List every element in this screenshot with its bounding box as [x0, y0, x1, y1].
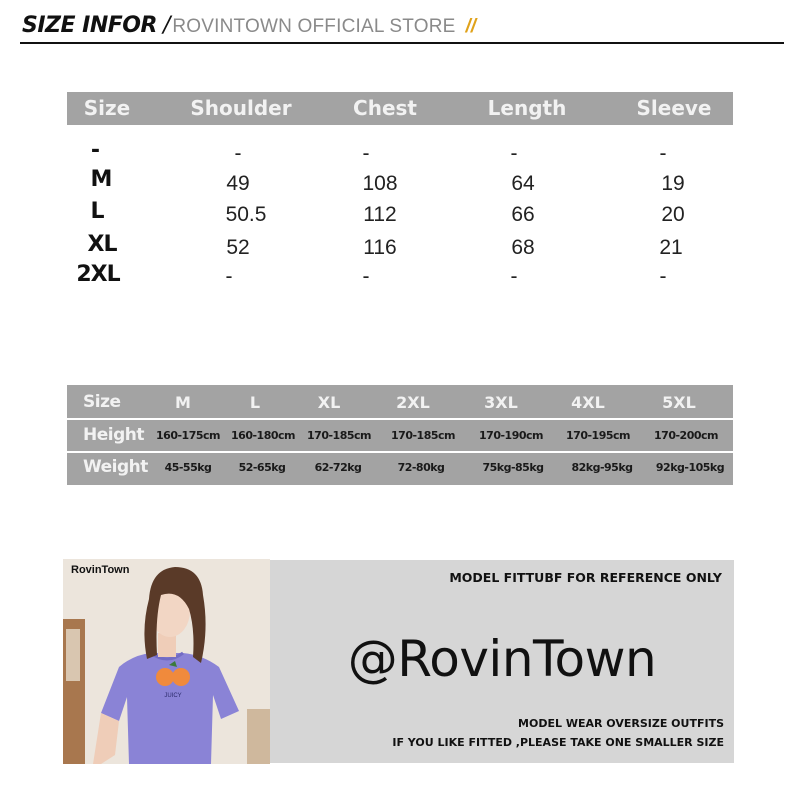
model-illustration [63, 559, 270, 764]
size-chart-cell: - [362, 142, 370, 165]
size-chart-cell: 112 [363, 203, 397, 226]
size-chart-cell: - [225, 265, 233, 288]
size-chart-cell: - [510, 265, 518, 288]
size-chart-cell: 108 [362, 172, 398, 195]
size-chart-header-cell: Size [83, 96, 131, 120]
size-chart-header-cell: Length [487, 96, 567, 120]
size-chart-header-cell: Shoulder [190, 96, 292, 120]
fit-guide-height: 170-185cm [307, 429, 371, 442]
fit-guide-height: 170-185cm [391, 429, 455, 442]
fit-guide-height: 170-195cm [566, 429, 630, 442]
fit-guide-size: 5XL [662, 393, 696, 412]
fit-guide-table [67, 385, 733, 485]
size-chart-cell: 50.5 [225, 203, 267, 226]
fit-guide-label-weight: Weight [83, 457, 148, 477]
model-info-panel [270, 560, 734, 763]
size-chart-header [67, 92, 733, 125]
oversize-note: MODEL WEAR OVERSIZE OUTFITS [518, 717, 724, 730]
brand-handle: @RovinTown [347, 630, 657, 688]
fit-guide-weight: 45-55kg [164, 461, 212, 474]
fit-guide-size: 2XL [396, 393, 430, 412]
fit-guide-height: 160-180cm [231, 429, 295, 442]
fit-guide-label-size: Size [83, 392, 121, 412]
fit-guide-divider [67, 451, 733, 453]
accent-mark: // [465, 16, 477, 37]
size-chart-header-cell: Chest [353, 96, 417, 120]
fit-guide-height: 170-190cm [479, 429, 543, 442]
shirt-print-text: JUICY [164, 693, 182, 699]
size-chart-size-label: - [90, 138, 100, 163]
size-chart-cell: - [510, 142, 518, 165]
fit-guide-height: 160-175cm [156, 429, 220, 442]
size-chart-size-label: 2XL [76, 262, 120, 287]
page-header [22, 13, 476, 43]
size-chart-cell: 20 [661, 203, 685, 226]
reference-note: MODEL FITTUBF FOR REFERENCE ONLY [449, 570, 722, 585]
size-chart-cell: - [659, 265, 667, 288]
size-chart-header-cell: Sleeve [636, 96, 712, 120]
size-chart-size-label: XL [87, 232, 117, 257]
fit-guide-size: 3XL [484, 393, 518, 412]
size-chart-cell: - [234, 142, 242, 165]
photo-brand-label: RovinTown [71, 564, 130, 576]
model-photo [63, 559, 270, 764]
size-chart-cell: - [362, 265, 370, 288]
title-separator: / [162, 13, 171, 38]
size-chart-cell: 116 [363, 236, 397, 259]
fit-guide-size: 4XL [571, 393, 605, 412]
fit-guide-weight: 62-72kg [314, 461, 362, 474]
fit-guide-size: L [249, 393, 261, 412]
fit-guide-size: XL [317, 393, 341, 412]
size-chart-size-label: L [90, 199, 104, 224]
size-chart-cell: 66 [511, 203, 535, 226]
header-divider [20, 42, 784, 44]
size-advice-note: IF YOU LIKE FITTED ,PLEASE TAKE ONE SMALLER SIZE [392, 736, 724, 749]
size-chart-cell: 68 [511, 236, 535, 259]
fit-guide-divider [67, 418, 733, 420]
fit-guide-weight: 72-80kg [397, 461, 445, 474]
size-chart-cell: 49 [226, 172, 250, 195]
section-title: SIZE INFOR [22, 13, 157, 38]
fit-guide-weight: 75kg-85kg [482, 461, 544, 474]
size-chart-cell: - [659, 142, 667, 165]
size-chart-cell: 19 [661, 172, 685, 195]
size-chart-cell: 21 [659, 236, 683, 259]
fit-guide-weight: 92kg-105kg [655, 461, 725, 474]
size-chart-cell: 64 [511, 172, 535, 195]
store-name: ROVINTOWN OFFICIAL STORE [172, 16, 456, 37]
fit-guide-weight: 52-65kg [238, 461, 286, 474]
fit-guide-label-height: Height [83, 425, 144, 445]
size-chart-cell: 52 [226, 236, 250, 259]
fit-guide-size: M [175, 393, 191, 412]
fit-guide-weight: 82kg-95kg [571, 461, 633, 474]
fit-guide-height: 170-200cm [654, 429, 718, 442]
size-chart-size-label: M [90, 167, 112, 192]
